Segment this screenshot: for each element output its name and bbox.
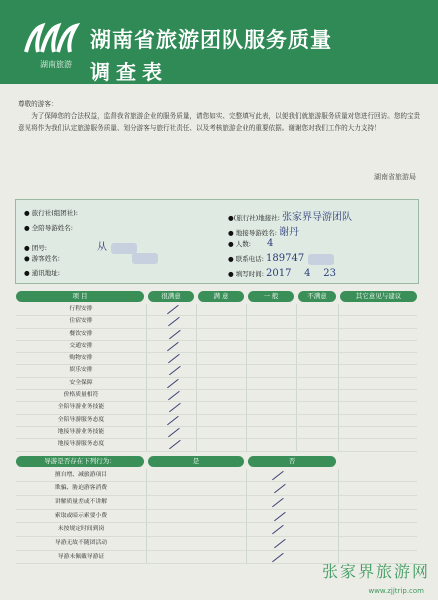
column-divider xyxy=(146,329,147,340)
column-divider xyxy=(146,402,147,413)
column-divider xyxy=(196,427,197,438)
column-divider xyxy=(196,439,197,450)
check-mark xyxy=(272,498,284,508)
column-divider xyxy=(246,341,247,352)
bureau-signature: 湖南省旅游局 xyxy=(374,173,416,181)
column-divider xyxy=(338,469,339,482)
column-divider xyxy=(196,304,197,315)
col-header-dissatisfied: 不满意 xyxy=(298,291,336,302)
column-divider xyxy=(296,402,297,413)
local-agency-value: 张家界导游团队 xyxy=(282,212,353,223)
behavior-row xyxy=(16,523,417,537)
watermark-url: www.zjjtrip.com xyxy=(368,587,424,595)
column-divider xyxy=(338,365,339,376)
info-left-0: ● 旅行社(组团社): xyxy=(24,209,78,217)
behavior-label: 索取或暗示索要小费 xyxy=(54,512,108,519)
row-label: 价格质量相符 xyxy=(63,392,99,399)
row-label: 行程安排 xyxy=(69,306,93,312)
row-label: 娱乐安排 xyxy=(69,367,93,374)
check-mark xyxy=(274,539,286,549)
logo-text: 湖南旅游 xyxy=(40,60,72,69)
column-divider xyxy=(296,353,297,364)
table-row xyxy=(16,329,417,341)
check-mark xyxy=(169,329,181,339)
date-value: 2017 4 23 xyxy=(266,268,336,279)
row-label: 购物安排 xyxy=(69,355,93,362)
row-label: 地接导游服务态度 xyxy=(57,441,105,448)
behavior-row xyxy=(16,537,417,551)
behavior-label: 导游无故不随团活动 xyxy=(54,540,108,546)
column-divider xyxy=(338,496,339,509)
behavior-header xyxy=(16,454,417,469)
column-divider xyxy=(146,365,147,376)
column-divider xyxy=(146,537,147,550)
column-divider xyxy=(246,551,247,564)
col-header-very-satisfied: 很满意 xyxy=(148,291,194,302)
table-row xyxy=(16,390,417,402)
column-divider xyxy=(338,439,339,450)
row-label: 安全保障 xyxy=(69,379,93,386)
column-divider xyxy=(246,510,247,523)
behavior-col-no: 否 xyxy=(248,456,336,467)
table-row xyxy=(16,415,417,427)
info-right-0: ●(旅行社)地接社: 张家界导游团队 xyxy=(228,212,353,223)
row-label: 住宿安排 xyxy=(69,318,93,325)
info-right-4: ● 填写时间: 2017 4 23 xyxy=(228,268,336,279)
phone-value: 189747 xyxy=(266,253,305,264)
column-divider xyxy=(146,469,147,482)
table-row xyxy=(16,402,417,414)
column-divider xyxy=(246,378,247,389)
check-mark xyxy=(168,391,180,401)
table-row xyxy=(16,341,417,353)
column-divider xyxy=(296,316,297,327)
column-divider xyxy=(246,415,247,426)
check-mark xyxy=(168,428,180,438)
column-divider xyxy=(146,378,147,389)
column-divider xyxy=(246,496,247,509)
info-right-1: ● 地接导游姓名: 谢丹 xyxy=(228,227,300,238)
info-left-2: ● 团号: 从 xyxy=(24,238,137,254)
column-divider xyxy=(196,415,197,426)
watermark-name: 张家界旅游网 xyxy=(321,562,430,581)
column-divider xyxy=(338,341,339,352)
column-divider xyxy=(246,304,247,315)
behavior-row xyxy=(16,482,417,496)
column-divider xyxy=(196,353,197,364)
people-count-value: 4 xyxy=(267,238,274,249)
table-row xyxy=(16,353,417,365)
behavior-label: 讲解质量差或不讲解 xyxy=(54,498,108,505)
behavior-label: 擅自增、减旅游项目 xyxy=(54,471,108,478)
header-banner xyxy=(0,0,438,84)
row-label: 餐饮安排 xyxy=(69,330,93,337)
check-mark xyxy=(169,366,181,376)
behavior-label: 欺骗、胁迫游客消费 xyxy=(54,485,108,492)
column-divider xyxy=(296,427,297,438)
column-divider xyxy=(146,304,147,315)
local-guide-value: 谢丹 xyxy=(279,227,300,238)
check-mark xyxy=(168,354,180,364)
column-divider xyxy=(246,402,247,413)
info-left-1: ● 全陪导游姓名: xyxy=(24,224,73,232)
table-row xyxy=(16,427,417,439)
check-mark xyxy=(167,342,179,352)
column-divider xyxy=(296,304,297,315)
column-divider xyxy=(146,523,147,536)
column-divider xyxy=(338,523,339,536)
column-divider xyxy=(338,329,339,340)
column-divider xyxy=(146,427,147,438)
behavior-row xyxy=(16,469,417,483)
column-divider xyxy=(338,415,339,426)
check-mark xyxy=(167,305,179,315)
info-right-3: ● 联系电话: 189747 xyxy=(228,253,334,265)
column-divider xyxy=(296,365,297,376)
redacted-block xyxy=(111,243,137,254)
column-divider xyxy=(246,365,247,376)
rating-rows xyxy=(16,304,417,452)
column-divider xyxy=(246,469,247,482)
column-divider xyxy=(146,341,147,352)
table-row xyxy=(16,378,417,390)
column-divider xyxy=(296,415,297,426)
column-divider xyxy=(338,482,339,495)
column-divider xyxy=(196,378,197,389)
column-divider xyxy=(196,341,197,352)
column-divider xyxy=(338,510,339,523)
row-label: 交通安排 xyxy=(69,342,93,349)
column-divider xyxy=(338,304,339,315)
check-mark xyxy=(169,403,181,413)
check-mark xyxy=(167,379,179,389)
info-right-2: ● 人数: 4 xyxy=(228,238,274,249)
column-divider xyxy=(146,390,147,401)
column-divider xyxy=(296,390,297,401)
behavior-label: 导游未佩戴导游证 xyxy=(57,553,105,560)
check-mark xyxy=(168,317,180,327)
column-divider xyxy=(146,353,147,364)
check-mark xyxy=(272,553,284,563)
column-divider xyxy=(246,439,247,450)
row-label: 地接导游业务技能 xyxy=(57,428,105,435)
group-number-value: 从 xyxy=(97,242,108,253)
col-header-satisfied: 满 意 xyxy=(198,291,244,302)
table-row xyxy=(16,439,417,451)
title-line2: 调查表 xyxy=(90,60,168,84)
behavior-rows xyxy=(16,469,417,565)
column-divider xyxy=(246,523,247,536)
table-row xyxy=(16,316,417,328)
column-divider xyxy=(196,329,197,340)
column-divider xyxy=(338,378,339,389)
column-divider xyxy=(146,316,147,327)
row-label: 全陪导游服务态度 xyxy=(57,416,105,423)
table-header xyxy=(16,289,417,304)
info-left-3: ● 游客姓名: xyxy=(24,253,158,264)
intro-paragraph: 为了保障您的合法权益，监督我省旅游企业的服务质量，请您如实、完整填写此表，以便我们就旅游服务质量对您进行回访。您的宝贵意见将作为我们认定旅游服务质量、划分游客与旅行社责任、以及考核旅游企业的重要依据。谢谢您对我们工作的大力支持！ xyxy=(18,112,421,132)
column-divider xyxy=(196,402,197,413)
rating-table xyxy=(16,289,417,564)
col-header-average: 一 般 xyxy=(248,291,294,302)
check-mark xyxy=(272,470,284,480)
column-divider xyxy=(146,415,147,426)
column-divider xyxy=(296,378,297,389)
column-divider xyxy=(146,439,147,450)
column-divider xyxy=(196,390,197,401)
column-divider xyxy=(196,365,197,376)
column-divider xyxy=(296,329,297,340)
info-left-4: ● 通讯地址: xyxy=(24,269,60,277)
check-mark xyxy=(167,416,179,426)
table-row xyxy=(16,365,417,377)
column-divider xyxy=(338,353,339,364)
behavior-row xyxy=(16,496,417,510)
salutation: 尊敬的游客： xyxy=(18,100,58,108)
column-divider xyxy=(146,482,147,495)
redacted-block xyxy=(308,254,334,265)
behavior-label: 未按规定时间到岗 xyxy=(57,526,105,533)
column-divider xyxy=(338,390,339,401)
col-header-comments: 其它意见与建议 xyxy=(340,291,417,302)
column-divider xyxy=(338,316,339,327)
column-divider xyxy=(246,390,247,401)
column-divider xyxy=(246,427,247,438)
behavior-col-yes: 是 xyxy=(148,456,244,467)
column-divider xyxy=(146,510,147,523)
column-divider xyxy=(246,316,247,327)
row-label: 全陪导游业务技能 xyxy=(57,404,105,411)
column-divider xyxy=(246,353,247,364)
check-mark xyxy=(272,525,284,535)
column-divider xyxy=(338,402,339,413)
check-mark xyxy=(274,511,286,521)
column-divider xyxy=(146,496,147,509)
column-divider xyxy=(246,329,247,340)
table-row xyxy=(16,304,417,316)
column-divider xyxy=(246,482,247,495)
behavior-header-label: 导游是否存在下列行为： xyxy=(16,456,144,467)
column-divider xyxy=(246,537,247,550)
column-divider xyxy=(296,341,297,352)
column-divider xyxy=(296,439,297,450)
column-divider xyxy=(146,551,147,564)
intro-text xyxy=(18,98,423,134)
info-box xyxy=(15,199,419,284)
behavior-row xyxy=(16,510,417,524)
column-divider xyxy=(196,316,197,327)
check-mark xyxy=(274,484,286,494)
redacted-block xyxy=(132,253,158,264)
column-divider xyxy=(338,427,339,438)
column-divider xyxy=(338,537,339,550)
title-line1: 湖南省旅游团队服务质量 xyxy=(90,28,332,52)
col-header-item: 项 目 xyxy=(16,291,144,302)
check-mark xyxy=(169,440,181,450)
